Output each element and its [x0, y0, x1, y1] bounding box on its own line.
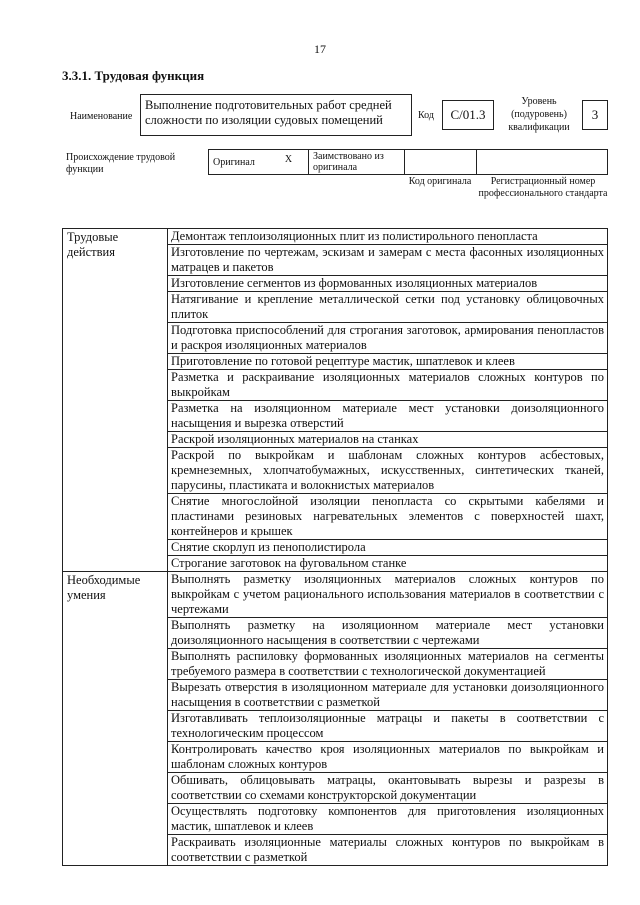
list-item: Снятие многослойной изоляции пенопласта со скрытыми кабелями и пластинами резиновых нагревательных элементов с поверхностей шахт, контейнеров и крышек	[168, 494, 608, 540]
function-code-value: C/01.3	[442, 100, 494, 130]
list-item: Снятие скорлуп из пенополистирола	[168, 540, 608, 556]
section-title: 3.3.1. Трудовая функция	[62, 68, 205, 83]
list-item: Выполнять разметку изоляционных материалов сложных контуров по выкройкам с учетом рационального использования материалов в соответствии с чертежами	[168, 572, 608, 618]
list-item: Выполнять распиловку формованных изоляционных материалов на сегменты требуемого размера в соответствии с технологической документацией	[168, 649, 608, 680]
list-item: Демонтаж теплоизоляционных плит из полистирольного пенопласта	[168, 229, 608, 245]
list-item: Приготовление по готовой рецептуре мастик, шпатлевок и клеев	[168, 354, 608, 370]
original-code-cell	[405, 150, 477, 174]
code-label: Код	[418, 110, 434, 121]
section-label: Трудовые действия	[63, 229, 168, 572]
origin-label: Происхождение трудовой функции	[66, 152, 176, 175]
level-label: Уровень (подуровень) квалификации	[508, 96, 570, 133]
origin-row	[208, 149, 608, 175]
list-item: Разметка на изоляционном материале мест установки доизоляционного насыщения и вырезка отверстий	[168, 401, 608, 432]
list-item: Разметка и раскраивание изоляционных материалов сложных контуров по выкройкам	[168, 370, 608, 401]
list-item: Обшивать, облицовывать матрацы, окантовывать вырезы и разрезы в соответствии со схемами конструкторской документации	[168, 773, 608, 804]
list-item: Изготавливать теплоизоляционные матрацы и пакеты в соответствии с технологическим процессом	[168, 711, 608, 742]
table-row	[63, 572, 608, 618]
table-row	[63, 229, 608, 245]
list-item: Выполнять разметку на изоляционном материале мест установки доизоляционного насыщения в соответствии с чертежами	[168, 618, 608, 649]
list-item: Натягивание и крепление металлической сетки под установку облицовочных плиток	[168, 292, 608, 323]
list-item: Раскрой по выкройкам и шаблонам сложных контуров асбестовых, кремнеземных, хлопчатобумажных, искусственных, синтетических тканей, парусины, пластиката и волокнистых материалов	[168, 448, 608, 494]
original-label: Оригинал	[213, 157, 255, 168]
list-item: Контролировать качество кроя изоляционных материалов по выкройкам и шаблонам сложных контуров	[168, 742, 608, 773]
list-item: Изготовление сегментов из формованных изоляционных материалов	[168, 276, 608, 292]
list-item: Осуществлять подготовку компонентов для приготовления изоляционных мастик, шпатлевок и клеев	[168, 804, 608, 835]
section-label: Необходимые умения	[63, 572, 168, 866]
function-name-value: Выполнение подготовительных работ средней сложности по изоляции судовых помещений	[140, 94, 412, 136]
list-item: Изготовление по чертежам, эскизам и замерам с места фасонных изоляционных матрацев и пакетов	[168, 245, 608, 276]
name-label: Наименование	[70, 111, 133, 122]
registration-number-caption: Регистрационный номер профессионального стандарта	[478, 176, 608, 199]
registration-number-cell	[477, 150, 607, 174]
list-item: Раскраивать изоляционные материалы сложных контуров по выкройкам в соответствии с разметкой	[168, 835, 608, 866]
original-mark: X	[269, 150, 309, 174]
original-code-caption: Код оригинала	[408, 176, 472, 187]
page-number: 17	[314, 42, 326, 56]
labor-function-table	[62, 228, 608, 866]
list-item: Вырезать отверстия в изоляционном материале для установки доизоляционного насыщения в соответствии с разметкой	[168, 680, 608, 711]
list-item: Подготовка приспособлений для строгания заготовок, армирования пенопластов и раскроя изоляционных материалов	[168, 323, 608, 354]
borrowed-label: Заимствовано из оригинала	[309, 150, 405, 174]
list-item: Раскрой изоляционных материалов на станках	[168, 432, 608, 448]
qualification-level-value: 3	[582, 100, 608, 130]
list-item: Строгание заготовок на фуговальном станке	[168, 556, 608, 572]
